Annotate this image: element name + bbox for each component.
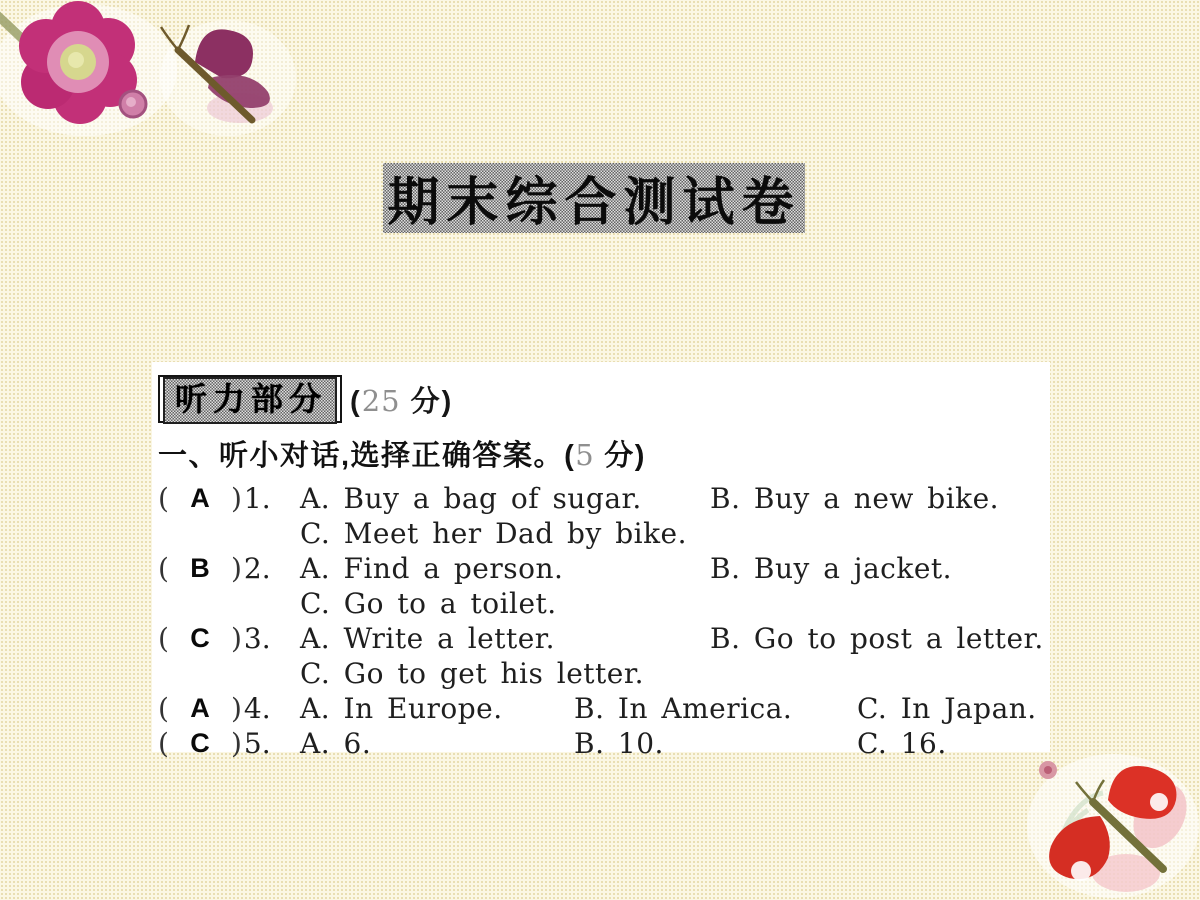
answer-group-4: ( A ) 4. bbox=[158, 692, 271, 725]
answer-value-1: A bbox=[190, 483, 210, 513]
question-number-3: 3. bbox=[243, 622, 271, 655]
q4-option-c: C. In Japan. bbox=[857, 692, 1037, 725]
question-row-3 bbox=[158, 621, 1050, 656]
q3-option-b: B. Go to post a letter. bbox=[710, 622, 1044, 655]
answer-group-2: ( B ) 2. bbox=[158, 552, 271, 585]
flower-bud-icon bbox=[120, 91, 146, 117]
question-row-4 bbox=[158, 691, 1050, 726]
q3-option-a: A. Write a letter. bbox=[300, 622, 556, 655]
answer-value-5: C bbox=[190, 728, 210, 758]
answer-group-1: ( A ) 1. bbox=[158, 482, 271, 515]
section-badge: 听力部分 bbox=[163, 377, 337, 424]
listening-section-header bbox=[158, 370, 1050, 428]
answer-group-5: ( C ) 5. bbox=[158, 727, 271, 760]
plum-blossom-icon bbox=[19, 1, 137, 124]
answer-value-3: C bbox=[190, 623, 210, 653]
q2-option-c: C. Go to a toilet. bbox=[300, 587, 557, 620]
q5-option-b: B. 10. bbox=[574, 727, 664, 760]
question-number-1: 1. bbox=[243, 482, 271, 515]
q3-option-c: C. Go to get his letter. bbox=[300, 657, 645, 690]
question-number-2: 2. bbox=[243, 552, 271, 585]
question-number-5: 5. bbox=[243, 727, 271, 760]
question-row-2-cont bbox=[158, 586, 1050, 621]
red-butterfly-icon bbox=[1049, 766, 1197, 892]
question-row-1-cont bbox=[158, 516, 1050, 551]
exam-paper bbox=[152, 362, 1050, 760]
q5-option-a: A. 6. bbox=[300, 727, 372, 760]
section-score: (25 分) bbox=[350, 383, 454, 418]
answer-value-2: B bbox=[190, 553, 210, 583]
q1-option-a: A. Buy a bag of sugar. bbox=[300, 482, 642, 515]
q2-option-a: A. Find a person. bbox=[300, 552, 564, 585]
answer-group-3: ( C ) 3. bbox=[158, 622, 271, 655]
q1-option-b: B. Buy a new bike. bbox=[710, 482, 1000, 515]
bottom-right-decoration bbox=[1008, 738, 1200, 900]
top-left-decoration bbox=[0, 0, 310, 170]
part-one-heading: 一、听小对话,选择正确答案。(5 分) bbox=[158, 438, 646, 472]
question-row-1 bbox=[158, 481, 1050, 516]
branch-icon bbox=[0, 14, 46, 62]
title-banner bbox=[383, 163, 805, 233]
question-number-4: 4. bbox=[243, 692, 271, 725]
section-score-number: 25 bbox=[361, 383, 401, 418]
part-score-number: 5 bbox=[575, 438, 595, 472]
q1-option-c: C. Meet her Dad by bike. bbox=[300, 517, 688, 550]
question-row-2 bbox=[158, 551, 1050, 586]
q4-option-b: B. In America. bbox=[574, 692, 793, 725]
flower-bud-icon bbox=[1039, 761, 1057, 779]
q5-option-c: C. 16. bbox=[857, 727, 947, 760]
question-row-3-cont bbox=[158, 656, 1050, 691]
answer-value-4: A bbox=[190, 693, 210, 723]
q4-option-a: A. In Europe. bbox=[300, 692, 503, 725]
section-badge-frame bbox=[158, 375, 342, 423]
page-title: 期末综合测试卷 bbox=[387, 173, 801, 232]
q2-option-b: B. Buy a jacket. bbox=[710, 552, 953, 585]
purple-butterfly-icon bbox=[161, 25, 273, 123]
question-row-5 bbox=[158, 726, 1050, 761]
